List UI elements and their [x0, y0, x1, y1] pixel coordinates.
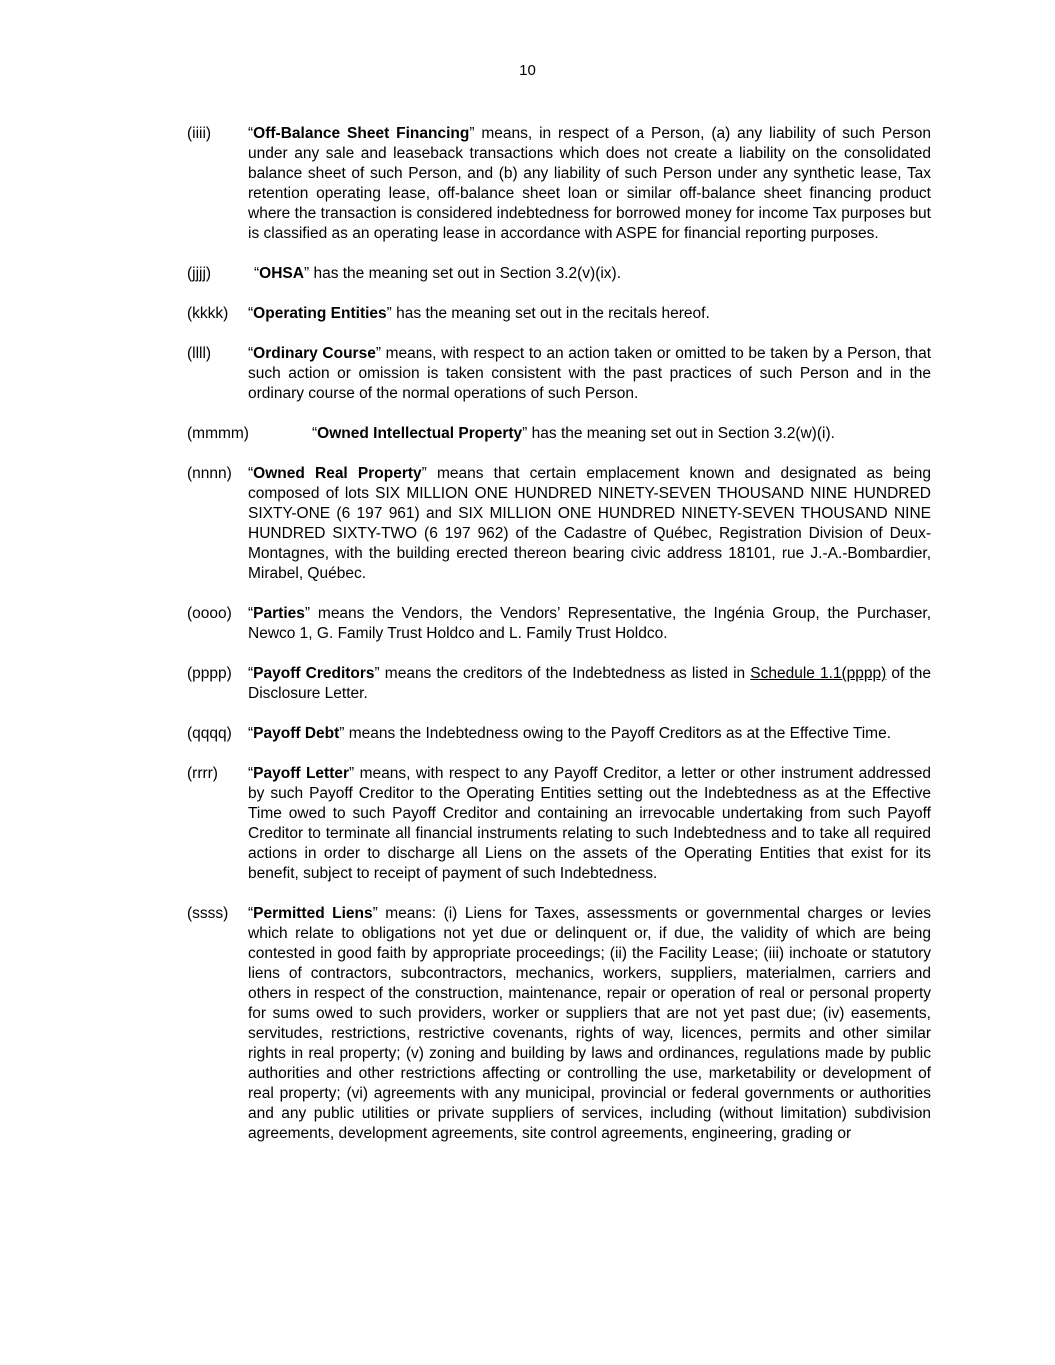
schedule-reference: Schedule 1.1(pppp) — [750, 665, 887, 682]
definition-label: (iiii) — [187, 125, 212, 142]
definition-label: (llll) — [187, 345, 212, 362]
definition-term: Off-Balance Sheet Financing — [253, 125, 470, 142]
definition-item — [187, 904, 931, 1144]
definition-text-after: of the Disclosure Letter. — [248, 665, 931, 702]
definition-item — [187, 664, 931, 704]
definition-term: Payoff Letter — [253, 765, 350, 782]
definition-label: (nnnn) — [187, 465, 232, 482]
definition-body: “Payoff Debt” means the Indebtedness owing to the Payoff Creditors as at the Effective Time. — [248, 725, 892, 742]
definition-text: means the Indebtedness owing to the Payoff Creditors as at the Effective Time. — [344, 725, 892, 742]
definition-text: means, with respect to any Payoff Creditor, a letter or other instrument addressed by such Payoff Creditor to the Operating Entities setting out the Indebtedness as at the Effective Time owed to such Payoff Creditor and containing an irrevocable undertaking from such Payoff Creditor to terminate all financial instruments relating to such Indebtedness and to take all required actions in order to discharge all Liens on the assets of the Operating Entities that exist for its benefit, subject to receipt of payment of such Indebtedness. — [248, 765, 931, 882]
definition-text: means: (i) Liens for Taxes, assessments or governmental charges or levies which relate to obligations not yet due or delinquent or, if due, the validity of which are being contested in good faith by appropriate proceedings; (ii) the Facility Lease; (iii) inchoate or statutory liens of contractors, subcontractors, mechanics, workers, suppliers, materialmen, carriers and others in respect of the construction, maintenance, repair or operation of real or personal property for sums owed to such providers, worker or suppliers that are not yet past due; (iv) easements, servitudes, restrictions, restrictive covenants, rights of way, licences, permits and other similar rights in real property; (v) zoning and building by laws and ordinances, regulations made by public authorities and other restrictions affecting or controlling the use, marketability or development of real property; (vi) agreements with any municipal, provincial or federal governments or authorities and any public utilities or private suppliers of services, including (without limitation) subdivision agreements, development agreements, site control agreements, engineering, grading or — [248, 905, 931, 1142]
definition-item — [187, 724, 931, 744]
page-number: 10 — [519, 62, 536, 79]
definition-item — [187, 124, 931, 244]
definition-term: Permitted Liens — [253, 905, 373, 922]
definition-label: (kkkk) — [187, 305, 229, 322]
definition-term: Owned Intellectual Property — [317, 425, 523, 442]
definition-label: (oooo) — [187, 605, 232, 622]
definition-item — [187, 604, 931, 644]
definition-body: “Payoff Creditors” means the creditors of the Indebtedness as listed in Schedule 1.1(pppp) of the Disclosure Letter. — [248, 665, 931, 702]
definition-term: Payoff Debt — [253, 725, 340, 742]
definition-text: has the meaning set out in Section 3.2(w)(i). — [527, 425, 835, 442]
definition-body: “Operating Entities” has the meaning set out in the recitals hereof. — [248, 305, 710, 322]
definition-item — [187, 264, 931, 284]
definition-text: means that certain emplacement known and designated as being composed of lots SIX MILLION ONE HUNDRED NINETY-SEVEN THOUSAND NINE HUNDRED SIXTY-ONE (6 197 961) and SIX MILLION ONE HUNDRED NINETY-SEVEN THOUSAND NINE HUNDRED SIXTY-TWO (6 197 962) of the Cadastre of Québec, Registration Division of Deux-Montagnes, with the building erected thereon bearing civic address 18101, rue J.-A.-Bombardier, Mirabel, Québec. — [248, 465, 931, 582]
definition-label: (ssss) — [187, 905, 229, 922]
definition-term: Operating Entities — [253, 305, 387, 322]
definition-item — [187, 764, 931, 884]
definition-item — [187, 424, 931, 444]
definition-body: “Ordinary Course” means, with respect to an action taken or omitted to be taken by a Person, that such action or omission is taken consistent with the past practices of such Person and in the ordinary course of the normal operations of such Person. — [248, 345, 931, 402]
definition-text: has the meaning set out in the recitals hereof. — [391, 305, 710, 322]
definition-text: has the meaning set out in Section 3.2(v)(ix). — [309, 265, 622, 282]
definition-body: “Permitted Liens” means: (i) Liens for Taxes, assessments or governmental charges or levies which relate to obligations not yet due or delinquent or, if due, the validity of which are being contested in good faith by appropriate proceedings; (ii) the Facility Lease; (iii) inchoate or statutory liens of contractors, subcontractors, mechanics, workers, suppliers, materialmen, carriers and others in respect of the construction, maintenance, repair or operation of real or personal property for sums owed to such providers, worker or suppliers that are not yet past due; (iv) easements, servitudes, restrictions, restrictive covenants, rights of way, licences, permits and other similar rights in real property; (v) zoning and building by laws and ordinances, regulations made by public authorities and other restrictions affecting or controlling the use, marketability or development of real property; (vi) agreements with any municipal, provincial or federal governments or authorities and any public utilities or private suppliers of services, including (without limitation) subdivision agreements, development agreements, site control agreements, engineering, grading or — [248, 905, 931, 1142]
definition-term: Parties — [253, 605, 305, 622]
definition-body: “Off-Balance Sheet Financing” means, in respect of a Person, (a) any liability of such Person under any sale and leaseback transactions which does not create a liability on the consolidated balance sheet of such Person, and (b) any liability of such Person under any synthetic lease, Tax retention operating lease, off-balance sheet loan or similar off-balance sheet financing product where the transaction is considered indebtedness for borrowed money for income Tax purposes but is classified as an operating lease in accordance with ASPE for financial reporting purposes. — [248, 125, 931, 242]
definition-body: “Parties” means the Vendors, the Vendors’ Representative, the Ingénia Group, the Purchaser, Newco 1, G. Family Trust Holdco and L. Family Trust Holdco. — [248, 605, 931, 642]
definitions-list — [187, 124, 931, 1164]
definition-item — [187, 344, 931, 404]
definition-label: (mmmm) — [187, 425, 249, 442]
definition-label: (rrrr) — [187, 765, 218, 782]
definition-term: Ordinary Course — [253, 345, 376, 362]
definition-term: Owned Real Property — [253, 465, 422, 482]
definition-label: (qqqq) — [187, 725, 232, 742]
definition-body: “Payoff Letter” means, with respect to any Payoff Creditor, a letter or other instrument addressed by such Payoff Creditor to the Operating Entities setting out the Indebtedness as at the Effective Time owed to such Payoff Creditor and containing an irrevocable undertaking from such Payoff Creditor to terminate all financial instruments relating to such Indebtedness and to take all required actions in order to discharge all Liens on the assets of the Operating Entities that exist for its benefit, subject to receipt of payment of such Indebtedness. — [248, 765, 931, 882]
definition-label: (pppp) — [187, 665, 232, 682]
definition-body: “Owned Real Property” means that certain emplacement known and designated as being composed of lots SIX MILLION ONE HUNDRED NINETY-SEVEN THOUSAND NINE HUNDRED SIXTY-ONE (6 197 961) and SIX MILLION ONE HUNDRED NINETY-SEVEN THOUSAND NINE HUNDRED SIXTY-TWO (6 197 962) of the Cadastre of Québec, Registration Division of Deux-Montagnes, with the building erected thereon bearing civic address 18101, rue J.-A.-Bombardier, Mirabel, Québec. — [248, 465, 931, 582]
definition-term: OHSA — [259, 265, 304, 282]
definition-body: “Owned Intellectual Property” has the meaning set out in Section 3.2(w)(i). — [312, 425, 835, 442]
definition-term: Payoff Creditors — [253, 665, 375, 682]
definition-text: means the creditors of the Indebtedness as listed in — [379, 665, 751, 682]
definition-label: (jjjj) — [187, 265, 212, 282]
definition-item — [187, 464, 931, 584]
definition-text: means the Vendors, the Vendors’ Representative, the Ingénia Group, the Purchaser, Newco 1, G. Family Trust Holdco and L. Family Trust Holdco. — [248, 605, 931, 642]
definition-body: “OHSA” has the meaning set out in Section 3.2(v)(ix). — [254, 265, 622, 282]
definition-text: means, with respect to an action taken or omitted to be taken by a Person, that such action or omission is taken consistent with the past practices of such Person and in the ordinary course of the normal operations of such Person. — [248, 345, 931, 402]
definition-text: means, in respect of a Person, (a) any liability of such Person under any sale and leaseback transactions which does not create a liability on the consolidated balance sheet of such Person, and (b) any liability of such Person under any synthetic lease, Tax retention operating lease, off-balance sheet loan or similar off-balance sheet financing product where the transaction is considered indebtedness for borrowed money for income Tax purposes but is classified as an operating lease in accordance with ASPE for financial reporting purposes. — [248, 125, 931, 242]
definition-item — [187, 304, 931, 324]
